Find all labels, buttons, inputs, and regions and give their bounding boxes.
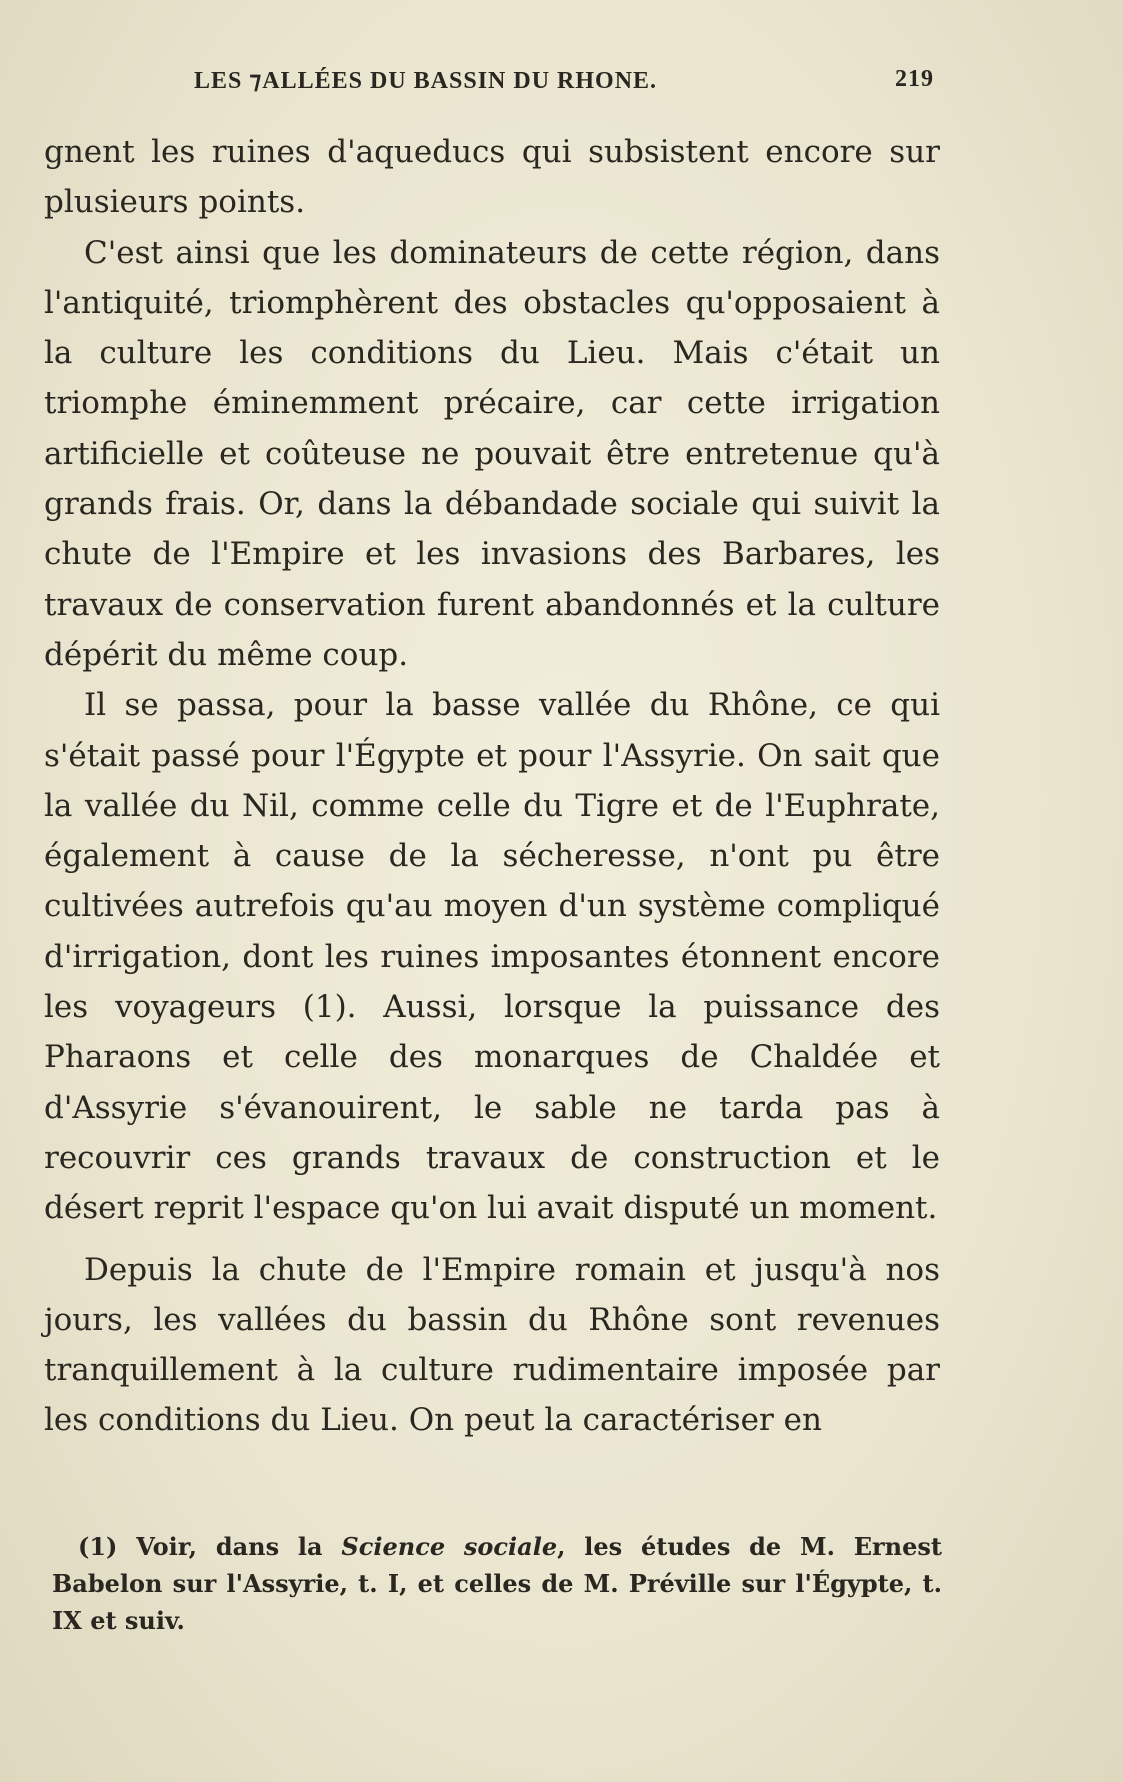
footnote-text-end: , les études de M. Ernest Babelon sur l'Assyrie, t. I, et celles de M. Préville sur l'Égypte, t. IX et suiv. (52, 1532, 943, 1635)
paragraph: C'est ainsi que les dominateurs de cette région, dans l'antiquité, triomphèrent des obstacles qu'opposaient à la culture les conditions du Lieu. Mais c'était un triomphe éminemment précaire, car cette irrigation artificielle et coûteuse ne pouvait être entretenue qu'à grands frais. Or, dans la débandade sociale qui suivit la chute de l'Empire et les invasions des Barbares, les travaux de conservation furent abandonnés et la culture dépérit du même coup. (44, 234, 940, 673)
running-head: LES ⁊ALLÉES DU BASSIN DU RHONE. (194, 68, 658, 94)
paragraph: Depuis la chute de l'Empire romain et jusqu'à nos jours, les vallées du bassin du Rhône sont revenues tranquillement à la culture rudimentaire imposée par les conditions du Lieu. On peut la caractériser en (44, 1251, 940, 1439)
footnote (52, 1528, 942, 1639)
footnote-text-start: (1) Voir, dans la (78, 1532, 342, 1561)
body-text (44, 127, 940, 1446)
footnote-journal-title: Science sociale (341, 1532, 558, 1561)
paragraph-continued: gnent les ruines d'aqueducs qui subsistent encore sur plusieurs points. (44, 134, 940, 221)
page-header (46, 62, 934, 102)
paragraph: Il se passa, pour la basse vallée du Rhône, ce qui s'était passé pour l'Égypte et pour l'Assyrie. On sait que la vallée du Nil, comme celle du Tigre et de l'Euphrate, également à cause de la sécheresse, n'ont pu être cultivées autrefois qu'au moyen d'un système compliqué d'irrigation, dont les ruines imposantes étonnent encore les voyageurs (1). Aussi, lorsque la puissance des Pharaons et celle des monarques de Chaldée et d'Assyrie s'évanouirent, le sable ne tarda pas à recouvrir ces grands travaux de construction et le désert reprit l'espace qu'on lui avait disputé un moment. (44, 687, 940, 1227)
page-number: 219 (895, 66, 934, 92)
paragraph-gap (44, 1234, 940, 1245)
footnotes (52, 1528, 942, 1639)
